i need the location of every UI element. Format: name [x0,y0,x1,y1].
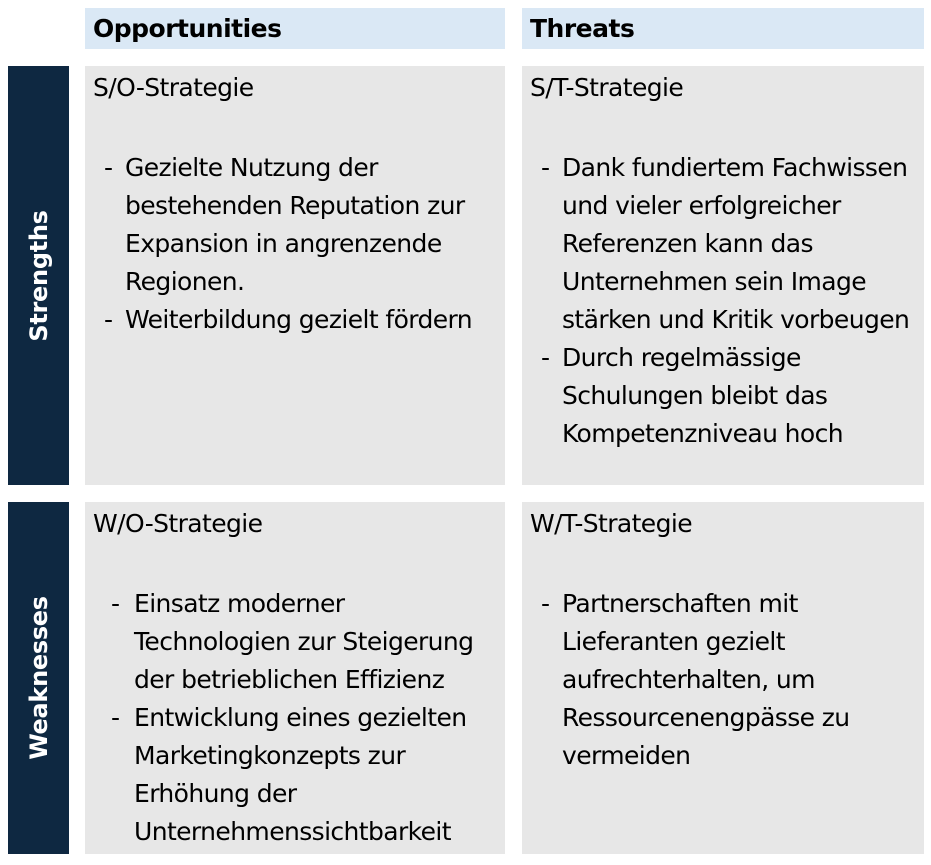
dash-bullet-icon: - [111,589,120,618]
list-item [93,149,505,301]
cell-wo-strategie [85,502,505,854]
cell-st-title: S/T-Strategie [530,73,684,102]
list-item-text: Partnerschaften mit Lieferanten gezielt aufrechterhalten, um Ressourcenengpässe zu vermeiden [562,589,850,770]
list-item [530,585,924,775]
row-header-weaknesses [8,502,69,854]
cell-wt-title: W/T-Strategie [530,509,692,538]
list-item-text: Weiterbildung gezielt fördern [125,305,473,334]
column-header-opportunities-label: Opportunities [93,14,282,43]
list-item [530,149,924,339]
dash-bullet-icon: - [104,305,113,334]
column-header-opportunities [85,8,505,49]
column-header-threats [522,8,924,49]
dash-bullet-icon: - [541,153,550,182]
cell-wt-strategie [522,502,924,854]
row-header-weaknesses-label: Weaknesses [24,596,53,760]
list-item-text: Dank fundiertem Fachwissen und vieler erfolgreicher Referenzen kann das Unternehmen sein Image stärken und Kritik vorbeugen [562,153,910,334]
cell-so-list [93,149,505,339]
list-item [93,699,505,851]
dash-bullet-icon: - [541,343,550,372]
list-item-text: Einsatz moderner Technologien zur Steigerung der betrieblichen Effizienz [134,589,474,694]
cell-so-strategie [85,66,505,485]
row-header-strengths [8,66,69,485]
list-item-text: Entwicklung eines gezielten Marketingkonzepts zur Erhöhung der Unternehmenssichtbarkeit [134,703,467,846]
dash-bullet-icon: - [541,589,550,618]
dash-bullet-icon: - [111,703,120,732]
cell-st-list [530,149,924,453]
list-item [93,585,505,699]
cell-wo-list [93,585,505,851]
cell-wt-list [530,585,924,775]
list-item [93,301,505,339]
dash-bullet-icon: - [104,153,113,182]
cell-st-strategie [522,66,924,485]
list-item [530,339,924,453]
cell-so-title: S/O-Strategie [93,73,254,102]
row-header-strengths-label: Strengths [24,209,53,342]
list-item-text: Gezielte Nutzung der bestehenden Reputation zur Expansion in angrenzende Regionen. [125,153,465,296]
cell-wo-title: W/O-Strategie [93,509,263,538]
column-header-threats-label: Threats [530,14,635,43]
list-item-text: Durch regelmässige Schulungen bleibt das Kompetenzniveau hoch [562,343,844,448]
